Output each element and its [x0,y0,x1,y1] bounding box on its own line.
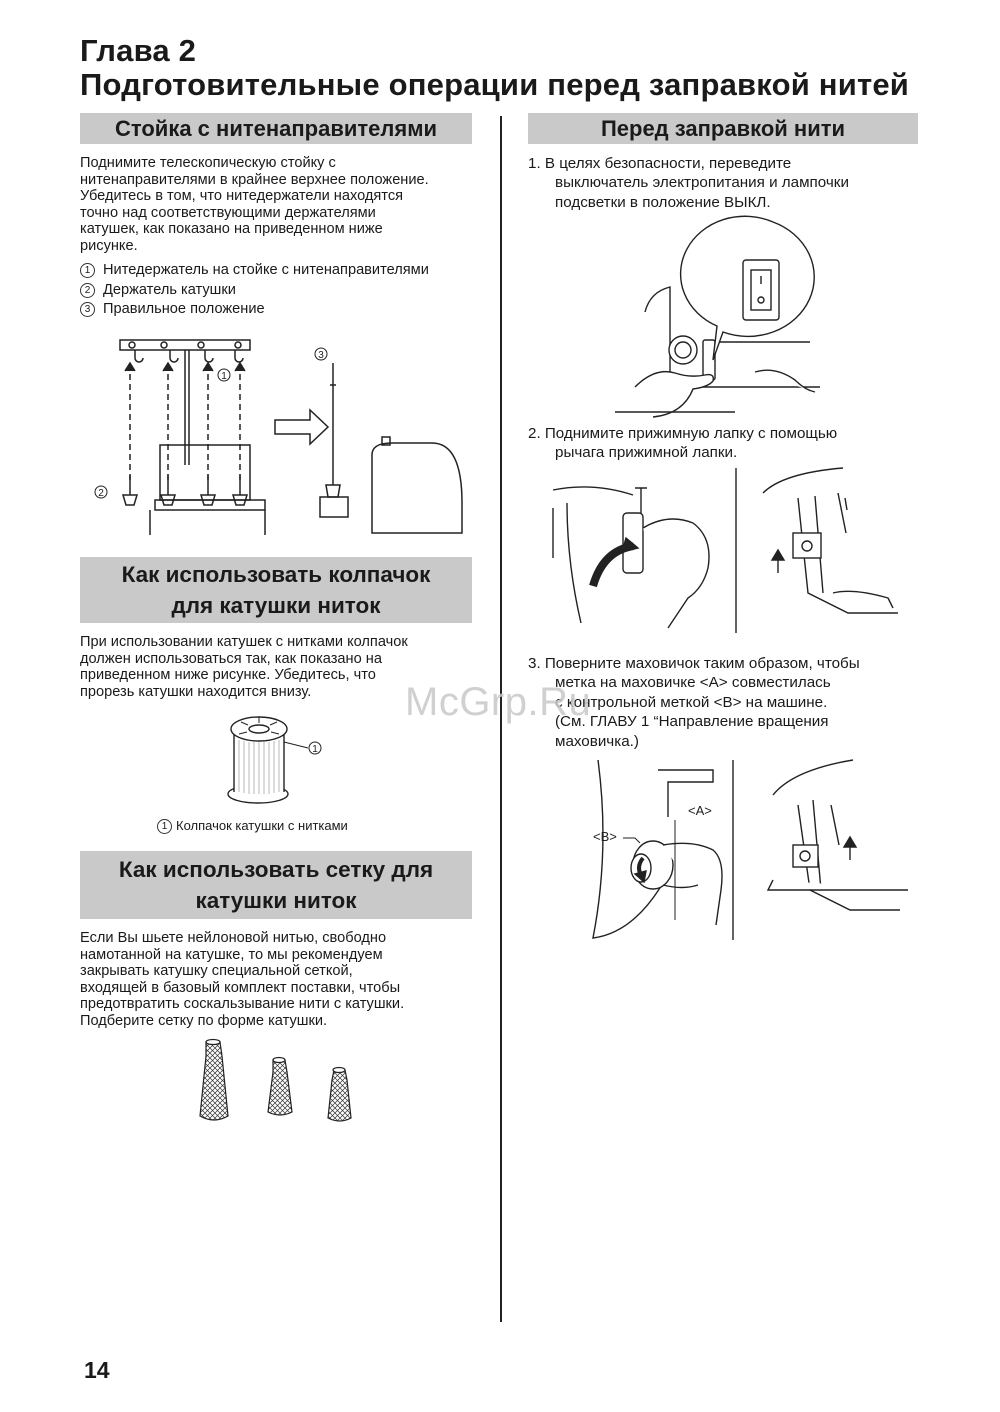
handwheel-illustration [563,760,908,945]
text-line: выключатель электропитания и лампочки [555,174,849,192]
watermark: McGrp.Ru [405,680,592,724]
text-line: Поднимите телескопическую стойку с [80,155,336,171]
step-1 [528,154,928,212]
section-heading-thread-stand: Стойка с нитенаправителями [80,113,472,144]
step-2 [528,424,928,463]
text-line: с контрольной меткой <B> на машине. [555,693,828,711]
spool-cap-caption [157,818,348,834]
text-line: 1. В целях безопасности, переведите [528,155,792,172]
section-heading-before-threading: Перед заправкой нити [528,113,918,144]
text-line: 2. Поднимите прижимную лапку с помощью [528,425,838,442]
heading-line: для катушки ниток [171,593,381,618]
section-heading-spool-cap [80,557,472,623]
text-line: намотанной на катушке, то мы рекомендуем [80,946,383,963]
chapter-number: Глава 2 [80,33,197,68]
text-line: закрывать катушку специальной сеткой, [80,963,353,980]
chapter-subtitle: Подготовительные операции перед заправкой нитей [80,67,910,102]
legend-text: Правильное положение [103,301,265,317]
text-line: точно над соответствующими держателями [80,204,376,221]
text-line: метка на маховичке <A> совместилась [555,674,831,692]
text-line: катушек, как показано на приведенном ниже [80,221,383,238]
legend-text: Нитедержатель на стойке с нитенаправителями [103,262,429,278]
figure-label: 1 [312,744,318,755]
spool-nets-illustration [190,1038,360,1138]
chapter-title [80,34,909,102]
mark-a-label: <A> [688,803,712,818]
heading-line: Как использовать сетку для [118,857,434,882]
figure-label: 3 [318,350,324,361]
section-heading-spool-net [80,851,472,919]
text-line: приведенном ниже рисунке. Убедитесь, что [80,667,376,684]
legend-number: 2 [80,283,95,298]
text-line: нитенаправителями в крайнее верхнее положение. [80,171,429,188]
figure-label: 1 [221,371,227,382]
text-line: (См. ГЛАВУ 1 “Направление вращения [555,713,829,731]
text-line: рисунке. [80,237,138,254]
legend-text: Держатель катушки [103,281,236,298]
page-number: 14 [84,1357,110,1383]
presser-lever-illustration [553,468,913,633]
spool-cap-illustration [226,712,336,812]
heading-line: Как использовать колпачок [121,562,431,587]
caption-number: 1 [157,819,172,834]
text-line: 3. Поверните маховичок таким образом, чтобы [528,655,860,672]
legend-number: 1 [80,263,95,278]
legend-item [80,300,490,320]
text-line: При использовании катушек с нитками колпачок [80,634,408,650]
text-line: подсветки в положение ВЫКЛ. [555,193,771,211]
text-line: Подберите сетку по форме катушки. [80,1012,328,1029]
thread-stand-illustration [90,335,470,535]
text-line: маховичка.) [555,732,639,750]
figure-label: 2 [98,488,104,499]
mark-b-label: <B> [593,829,617,844]
spool-net-paragraph [80,930,490,1030]
text-line: рычага прижимной лапки. [555,444,738,462]
text-line: Если Вы шьете нейлоновой нитью, свободно [80,930,387,946]
text-line: предотвратить соскальзывание нити с катушки. [80,996,405,1013]
legend-item [80,281,490,301]
caption-text: Колпачок катушки с нитками [176,818,348,833]
heading-line: катушки ниток [195,888,357,913]
legend-number: 3 [80,302,95,317]
text-line: Убедитесь в том, что нитедержатели находятся [80,188,404,205]
power-switch-illustration [615,222,825,417]
thread-stand-paragraph [80,155,490,255]
text-line: прорезь катушки находится внизу. [80,683,312,700]
thread-stand-legend [80,261,490,320]
text-line: входящей в базовый комплект поставки, чтобы [80,979,401,996]
text-line: должен использоваться так, как показано на [80,650,382,667]
legend-item [80,261,490,281]
